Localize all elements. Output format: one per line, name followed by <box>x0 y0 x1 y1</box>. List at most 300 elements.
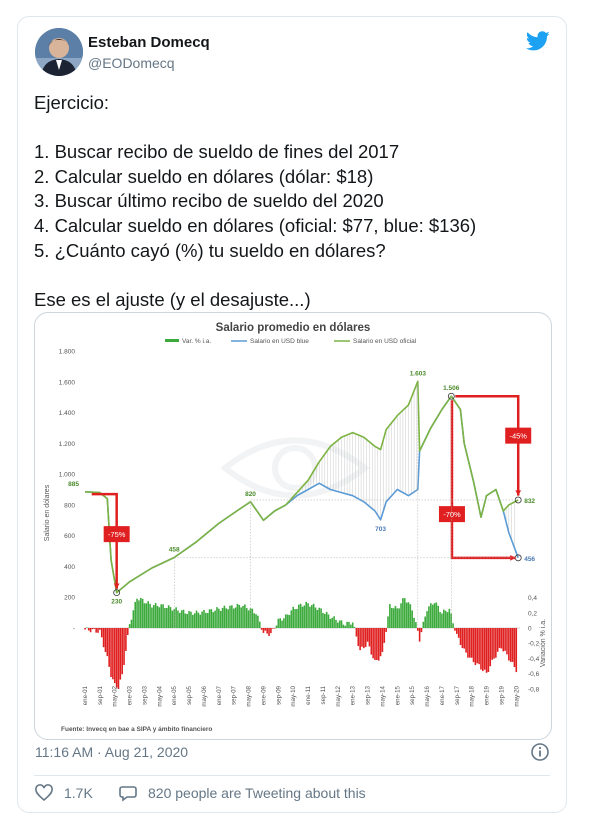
variation-bar <box>116 628 118 687</box>
variation-bar <box>266 628 268 634</box>
variation-bar <box>205 613 207 628</box>
variation-bar <box>350 625 352 628</box>
variation-bar <box>441 614 443 628</box>
badge-45: -45% <box>509 431 527 441</box>
variation-bar <box>220 611 222 628</box>
variation-bar <box>305 602 307 628</box>
variation-bar <box>192 615 194 628</box>
variation-bar <box>229 606 231 628</box>
x-tick-label: ene-07 <box>215 686 223 706</box>
variation-bar <box>348 622 350 628</box>
variation-bar <box>300 604 302 628</box>
variation-bar <box>370 628 372 655</box>
x-tick-label: sep-07 <box>230 686 238 705</box>
variation-bar <box>121 628 123 674</box>
variation-bar <box>259 622 261 628</box>
variation-bar <box>198 613 200 628</box>
variation-bar <box>482 628 484 671</box>
variation-bar <box>244 604 246 628</box>
variation-bar <box>238 605 240 628</box>
variation-bar <box>144 603 146 628</box>
twitter-bird-icon[interactable] <box>526 29 550 58</box>
x-tick-label: sep-17 <box>453 686 461 705</box>
series-line-oficial <box>85 381 518 592</box>
variation-bar <box>168 605 170 628</box>
variation-bar <box>97 628 99 633</box>
x-tick-label: ene-03 <box>126 686 134 706</box>
variation-bar <box>488 628 490 672</box>
variation-bar <box>160 604 162 628</box>
variation-bar <box>309 607 311 628</box>
variation-bar <box>292 607 294 628</box>
x-tick-label: ene-11 <box>305 686 313 705</box>
variation-bar <box>484 628 486 670</box>
variation-bar <box>129 624 131 628</box>
chart-legend <box>165 338 417 345</box>
variation-bar <box>289 615 291 628</box>
badge-70: -70% <box>443 510 461 520</box>
variation-bar <box>166 608 168 628</box>
avatar[interactable] <box>35 28 83 76</box>
variation-bar <box>458 628 460 638</box>
y2-tick-label: -0,4 <box>528 655 540 663</box>
variation-bar <box>146 603 148 628</box>
variation-bar <box>162 604 164 628</box>
y2-tick-label: 0,2 <box>528 610 538 618</box>
variation-bar <box>123 628 125 665</box>
y-tick-label: - <box>72 625 75 633</box>
variation-bar <box>283 618 285 628</box>
variation-bar <box>231 605 233 628</box>
variation-bar <box>331 618 333 628</box>
variation-bar <box>315 607 317 628</box>
variation-bar <box>343 625 345 628</box>
tweet-line: Ejercicio: <box>34 92 110 113</box>
x-tick-label: sep-15 <box>409 686 417 705</box>
variation-bar <box>99 628 101 630</box>
variation-bar <box>188 611 190 628</box>
variation-bar <box>445 611 447 628</box>
x-tick-label: sep-11 <box>319 686 327 705</box>
variation-bar <box>398 608 400 628</box>
point-label: 820 <box>245 490 256 498</box>
variation-bar <box>382 628 384 652</box>
variation-bar <box>276 626 278 628</box>
variation-bar <box>372 628 374 658</box>
variation-bar <box>296 609 298 628</box>
variation-bar <box>313 604 315 628</box>
variation-bar <box>207 613 209 628</box>
variation-bar <box>317 610 319 628</box>
variation-bar <box>302 607 304 628</box>
variation-bar <box>449 609 451 628</box>
variation-bar <box>209 609 211 628</box>
variation-bar <box>235 608 237 628</box>
variation-bar <box>424 617 426 628</box>
variation-bar <box>285 614 287 628</box>
variation-bar <box>222 608 224 628</box>
variation-bar <box>337 623 339 628</box>
variation-bar <box>402 598 404 628</box>
variation-bar <box>497 628 499 652</box>
variation-bar <box>153 605 155 628</box>
variation-bar <box>363 628 365 648</box>
badge-75: -75% <box>107 530 126 540</box>
variation-bar <box>480 628 482 670</box>
variation-bar <box>463 628 465 649</box>
variation-bar <box>138 600 140 628</box>
chart-source: Fuente: Invecq en bae a SIPA y ámbito financiero <box>61 726 213 733</box>
variation-bar <box>172 611 174 628</box>
x-tick-label: sep-19 <box>498 686 506 705</box>
y-tick-label: 800 <box>64 502 75 510</box>
variation-bar <box>134 602 136 628</box>
variation-bar <box>263 628 265 633</box>
variation-bar <box>324 614 326 628</box>
tweet-line: 2. Calcular sueldo en dólares (dólar: $18) <box>34 165 374 187</box>
salary-chart <box>35 313 551 739</box>
variation-bar <box>465 628 467 653</box>
y-tick-label: 1.400 <box>58 410 75 418</box>
variation-bar <box>452 623 454 628</box>
variation-bar <box>415 622 417 628</box>
variation-bar <box>404 598 406 628</box>
tweet-line <box>34 116 554 141</box>
variation-bar <box>486 628 488 673</box>
x-tick-label: sep-03 <box>141 686 149 705</box>
variation-bar <box>391 608 393 628</box>
like-button[interactable] <box>34 783 93 803</box>
variation-bar <box>118 628 120 689</box>
legend-blue: Salario en USD blue <box>250 338 309 345</box>
variation-bar <box>515 628 517 672</box>
x-tick-label: ene-05 <box>171 686 179 706</box>
x-tick-label: sep-09 <box>275 686 283 705</box>
variation-bar <box>432 605 434 628</box>
variation-bar <box>274 628 276 629</box>
variation-bar <box>437 606 439 628</box>
variation-bar <box>493 628 495 659</box>
variation-bar <box>411 610 413 628</box>
variation-bar <box>194 613 196 628</box>
x-tick-label: may-16 <box>424 686 432 707</box>
variation-bar <box>421 628 423 632</box>
variation-bar <box>357 628 359 646</box>
variation-bar <box>291 610 293 628</box>
variation-bar <box>322 613 324 628</box>
variation-bar <box>196 611 198 628</box>
point-label: 1.603 <box>409 370 426 378</box>
variation-bar <box>369 628 371 646</box>
variation-bar <box>233 609 235 628</box>
point-label: 230 <box>111 598 123 606</box>
variation-bar <box>365 628 367 647</box>
variation-bar <box>311 605 313 628</box>
variation-bar <box>92 628 94 629</box>
variation-bar <box>214 611 216 628</box>
variation-bar <box>339 620 341 628</box>
variation-bar <box>177 611 179 628</box>
variation-bar <box>252 609 254 628</box>
y2-tick-label: -0,8 <box>528 686 540 694</box>
variation-bar <box>473 628 475 662</box>
variation-bar <box>478 628 480 664</box>
variation-bar <box>380 628 382 656</box>
variation-bar <box>133 610 135 628</box>
x-tick-label: may-08 <box>245 686 253 707</box>
variation-bar <box>190 612 192 628</box>
variation-bar <box>186 614 188 628</box>
conversation-link[interactable] <box>118 783 366 803</box>
y-tick-label: 1.200 <box>58 440 75 448</box>
variation-bar <box>225 608 227 628</box>
variation-bar <box>400 603 402 628</box>
variation-bar <box>136 599 138 628</box>
variation-bar <box>147 601 149 628</box>
variation-bar <box>246 608 248 628</box>
variation-bar <box>378 628 380 661</box>
tweet-timestamp[interactable]: 11:16 AM · Aug 21, 2020 <box>35 744 189 760</box>
variation-bar <box>90 628 92 632</box>
variation-bar <box>410 604 412 628</box>
variation-bar <box>475 628 477 665</box>
variation-bar <box>335 620 337 628</box>
point-label: 456 <box>524 555 536 563</box>
variation-bar <box>341 620 343 628</box>
point-label: 832 <box>524 497 536 505</box>
variation-bar <box>395 606 397 628</box>
tweet-text <box>34 91 554 312</box>
variation-bar <box>261 628 263 630</box>
variation-bar <box>330 619 332 628</box>
y-tick-label: 600 <box>64 533 75 541</box>
variation-bar <box>462 628 464 648</box>
variation-bar <box>181 610 183 628</box>
variation-bar <box>504 628 506 651</box>
variation-bar <box>320 608 322 628</box>
variation-bar <box>110 628 112 677</box>
variation-bar <box>88 628 90 630</box>
variation-bar <box>272 628 274 629</box>
variation-bar <box>298 605 300 628</box>
variation-bar <box>359 628 361 650</box>
y-tick-label: 1.800 <box>58 348 75 356</box>
y2-tick-label: -0,2 <box>528 640 540 648</box>
watermark-eye-icon <box>225 441 365 496</box>
variation-bar <box>489 628 491 666</box>
variation-bar <box>253 613 255 628</box>
speech-bubble-icon <box>118 783 138 803</box>
variation-bar <box>149 604 151 628</box>
variation-bar <box>361 628 363 647</box>
chart-image[interactable] <box>34 312 552 740</box>
variation-bar <box>352 622 354 628</box>
variation-bar <box>84 628 86 630</box>
variation-bar <box>278 619 280 628</box>
legend-var: Var. % i.a. <box>182 338 212 345</box>
y-tick-label: 400 <box>64 563 75 571</box>
variation-bar <box>326 612 328 628</box>
variation-bar <box>460 628 462 645</box>
x-tick-label: ene-17 <box>438 686 446 706</box>
variation-bar <box>413 618 415 628</box>
variation-bar <box>112 628 114 679</box>
variation-bar <box>170 607 172 628</box>
variation-bar <box>454 628 456 631</box>
variation-bar <box>265 628 267 631</box>
variation-bar <box>216 607 218 628</box>
variation-bar <box>512 628 514 662</box>
variation-bar <box>426 611 428 628</box>
variation-bar <box>120 628 122 680</box>
variation-bar <box>140 598 142 628</box>
variation-bar <box>508 628 510 661</box>
variation-bar <box>443 610 445 628</box>
x-tick-label: ene-13 <box>349 686 357 706</box>
variation-bar <box>155 603 157 628</box>
variation-bar <box>406 603 408 628</box>
y-tick-label: 1.000 <box>58 471 75 479</box>
variation-bar <box>257 616 259 628</box>
x-tick-label: sep-01 <box>96 686 104 705</box>
variation-bar <box>318 608 320 628</box>
variation-bar <box>107 628 109 656</box>
variation-bar <box>469 628 471 658</box>
chart-title: Salario promedio en dólares <box>215 322 371 334</box>
arrow-75-head <box>114 583 120 588</box>
variation-bar <box>203 610 205 628</box>
x-tick-label: may-14 <box>379 686 387 707</box>
variation-bar <box>514 628 516 667</box>
variation-bar <box>447 612 449 628</box>
variation-bar <box>456 628 458 634</box>
tweet-line: 1. Buscar recibo de sueldo de fines del 2017 <box>34 141 400 163</box>
x-tick-label: may-06 <box>201 686 208 707</box>
variation-bar <box>376 628 378 660</box>
x-tick-label: ene-19 <box>483 686 491 706</box>
variation-bar <box>159 607 161 628</box>
heart-icon <box>34 783 54 803</box>
variation-bar <box>227 609 229 628</box>
variation-bar <box>502 628 504 651</box>
variation-bar <box>328 614 330 628</box>
tweet-card <box>17 16 567 813</box>
tweet-line: 3. Buscar último recibo de sueldo del 2020 <box>34 190 384 212</box>
point-label: 1.506 <box>443 385 460 393</box>
variation-bar <box>157 606 159 628</box>
variation-bar <box>408 602 410 628</box>
variation-bar <box>255 614 257 628</box>
x-tick-label: may-10 <box>290 686 298 707</box>
x-tick-label: may-04 <box>156 686 164 707</box>
variation-bar <box>211 609 213 628</box>
variation-bar <box>103 628 105 647</box>
variation-bar <box>237 604 239 628</box>
user-name[interactable]: Esteban Domecq <box>88 34 210 51</box>
y2-tick-label: 0,4 <box>528 595 538 603</box>
x-tick-label: may-18 <box>468 686 476 707</box>
variation-bar <box>385 628 387 632</box>
variation-bar <box>346 622 348 628</box>
variation-bar <box>510 628 512 662</box>
variation-bar <box>506 628 508 654</box>
variation-bar <box>287 615 289 628</box>
tweet-line: Ese es el ajuste (y el desajuste...) <box>34 288 311 310</box>
point-label: 885 <box>68 480 79 488</box>
variation-bar <box>125 628 127 651</box>
y-axis-label: Salario en dólares <box>44 484 51 542</box>
legend-oficial: Salario en USD oficial <box>353 338 417 345</box>
variation-bar <box>199 615 201 628</box>
arrow-45-head <box>515 490 521 495</box>
variation-bar <box>268 628 270 636</box>
variation-bar <box>333 616 335 628</box>
x-tick-label: may-20 <box>513 686 521 707</box>
x-tick-label: ene-09 <box>260 686 268 706</box>
variation-bar <box>430 603 432 628</box>
variation-bar <box>183 610 185 628</box>
variation-bar <box>201 612 203 628</box>
variation-bar <box>218 609 220 628</box>
variation-bar <box>93 628 95 629</box>
variation-bar <box>101 628 103 637</box>
variation-bar <box>270 628 272 633</box>
variation-bar <box>127 628 129 635</box>
variation-bar <box>179 613 181 628</box>
variation-bar <box>354 627 356 628</box>
variation-bar <box>224 606 226 628</box>
variation-bar <box>495 628 497 658</box>
y2-tick-label: 0 <box>528 625 532 633</box>
x-tick-label: sep-05 <box>186 686 194 705</box>
variation-bar <box>434 603 436 628</box>
info-icon[interactable] <box>530 742 550 767</box>
plot-area <box>59 349 540 707</box>
variation-bar <box>131 620 133 628</box>
variation-bar <box>212 612 214 628</box>
variation-bar <box>164 608 166 628</box>
variation-bar <box>175 607 177 628</box>
variation-bar <box>439 612 441 628</box>
variation-bar <box>491 628 493 660</box>
variation-bar <box>86 627 88 628</box>
variation-bar <box>108 628 110 667</box>
variation-bar <box>467 628 469 658</box>
user-handle[interactable]: @EODomecq <box>88 55 175 71</box>
y-tick-label: 200 <box>64 594 75 602</box>
variation-bar <box>142 599 144 628</box>
variation-bar <box>389 604 391 628</box>
variation-bar <box>374 628 376 660</box>
variation-bar <box>242 606 244 628</box>
x-tick-label: ene-01 <box>82 686 89 706</box>
variation-bar <box>501 628 503 649</box>
variation-bar <box>476 628 478 663</box>
variation-bar <box>499 628 501 648</box>
tweet-line <box>34 263 554 288</box>
variation-bar <box>393 608 395 628</box>
x-tick-label: ene-15 <box>394 686 402 706</box>
y2-axis-label: Variación % i.a. <box>540 618 547 668</box>
variation-bar <box>428 606 430 628</box>
x-tick-label: sep-13 <box>364 686 372 705</box>
variation-bar <box>279 618 281 628</box>
tweet-line: 4. Calcular sueldo en dólares (oficial: $77, blue: $136) <box>34 214 477 236</box>
variation-bar <box>185 613 187 628</box>
variation-bar <box>114 628 116 683</box>
variation-bar <box>417 628 419 631</box>
y2-tick-label: -0,6 <box>528 671 540 679</box>
